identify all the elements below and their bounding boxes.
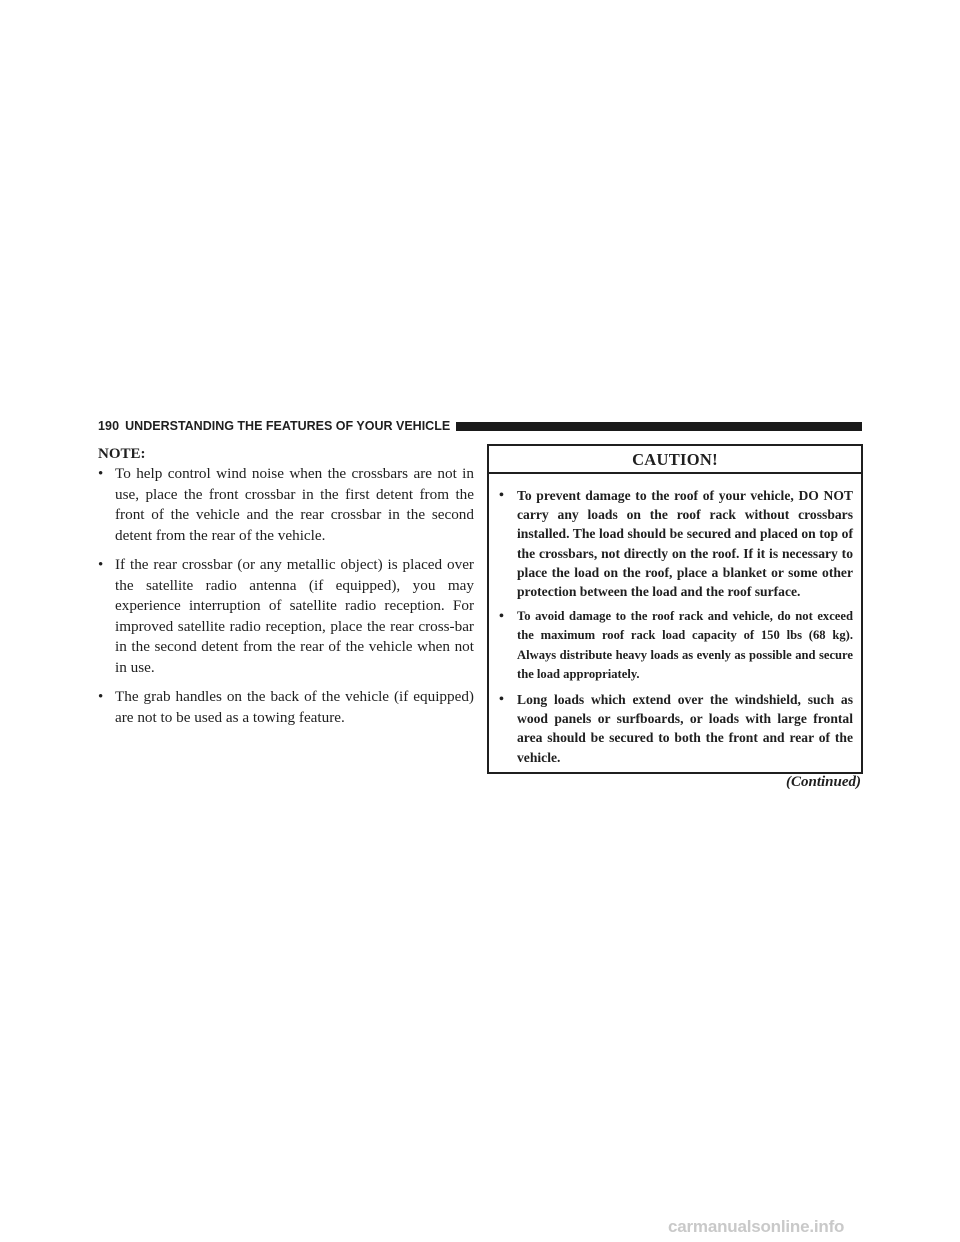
bullet-icon: • (98, 466, 104, 482)
caution-list (489, 474, 861, 767)
caution-item-text: Long loads which extend over the windshield, such as wood panels or surfboards, or loads with large frontal area should be secured to both the front and rear of the vehicle. (517, 692, 853, 765)
note-item-text: The grab handles on the back of the vehicle (if equipped) are not to be used as a towing feature. (115, 688, 474, 726)
caution-item-text: To avoid damage to the roof rack and vehicle, do not exceed the maximum roof rack load capacity of 150 lbs (68 kg). Always distribute heavy loads as evenly as possible and secure the load appropriately. (517, 609, 853, 681)
note-item (98, 687, 474, 728)
bullet-icon: • (499, 488, 504, 503)
caution-item (499, 486, 853, 601)
caution-item (499, 690, 853, 767)
note-item (98, 555, 474, 678)
continued-label: (Continued) (785, 774, 861, 790)
note-item-text: If the rear crossbar (or any metallic object) is placed over the satellite radio antenna (if equipped), you may experience interruption of satellite radio reception. For improved satellite radio reception, place the rear cross-bar in the second detent from the rear of the vehicle when not in use. (115, 556, 474, 676)
note-label: NOTE: (98, 446, 146, 462)
watermark: carmanualsonline.info (668, 1217, 845, 1236)
note-section (98, 444, 474, 737)
caution-item-text: To prevent damage to the roof of your vehicle, DO NOT carry any loads on the roof rack without crossbars installed. The load should be secured and placed on top of the crossbars, not directly on the roof. If it is necessary to place the load on the roof, place a blanket or some other protection between the load and the roof surface. (517, 488, 853, 600)
section-title: UNDERSTANDING THE FEATURES OF YOUR VEHICLE (125, 419, 451, 433)
bullet-icon: • (499, 692, 504, 708)
bullet-icon: • (98, 557, 104, 573)
page-number: 190 (98, 419, 120, 433)
bullet-icon: • (98, 689, 104, 705)
caution-box (487, 444, 863, 774)
header-rule (456, 422, 862, 431)
caution-title: CAUTION! (489, 446, 861, 474)
caution-item (499, 607, 853, 684)
note-item (98, 464, 474, 546)
page-header (98, 418, 862, 434)
bullet-icon: • (499, 609, 504, 625)
note-list (98, 464, 474, 728)
note-item-text: To help control wind noise when the crossbars are not in use, place the front crossbar in the first detent from the front of the vehicle and the rear crossbar in the second detent from the rear of the vehicle. (115, 465, 474, 544)
